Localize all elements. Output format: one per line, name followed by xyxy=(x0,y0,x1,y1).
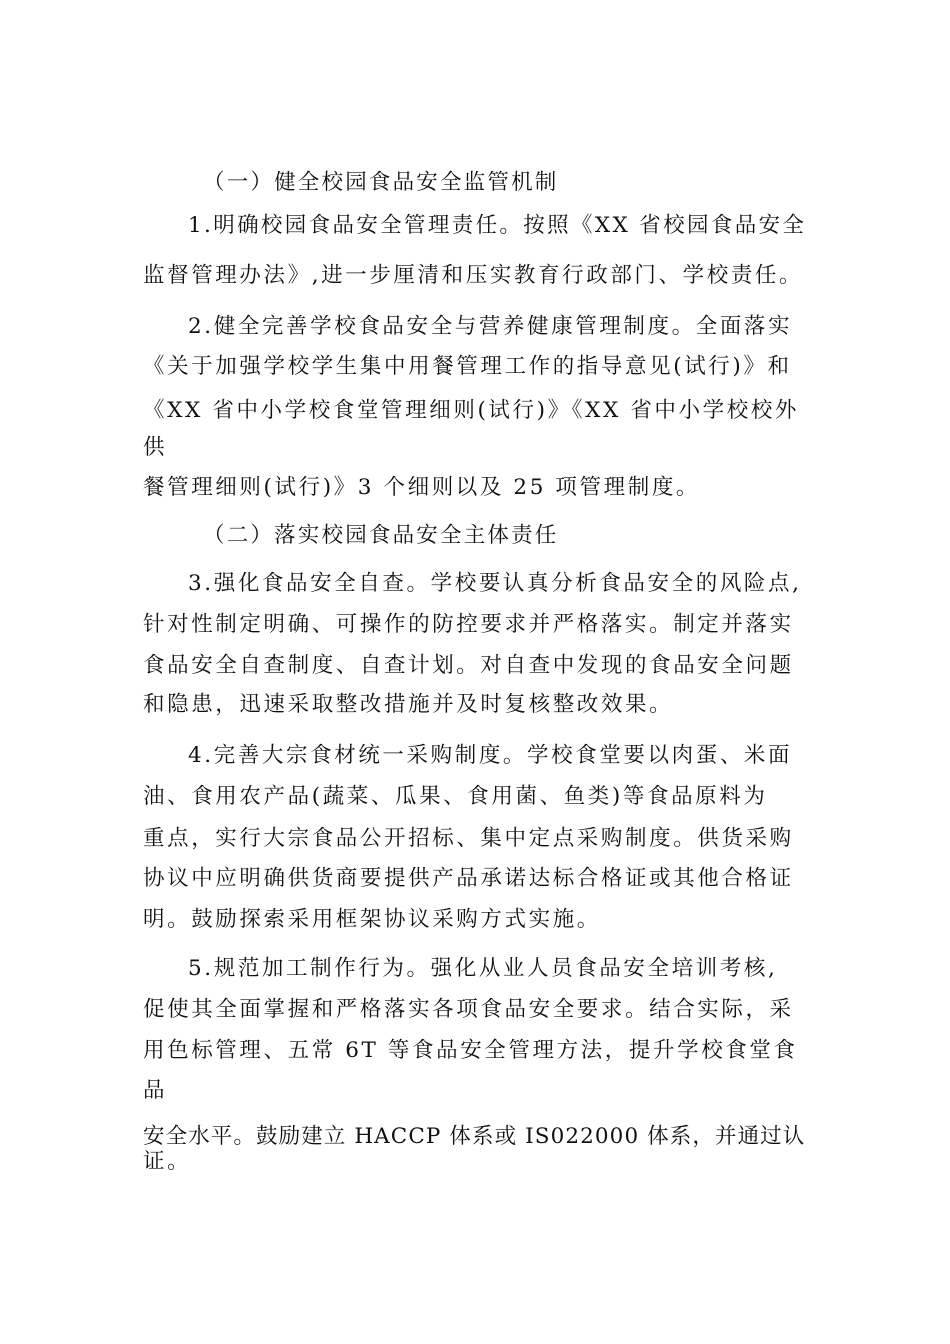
paragraph-2-line-5: 餐管理细则(试行)》3 个细则以及 25 项管理制度。 xyxy=(143,475,701,500)
paragraph-5-line-3: 用色标管理、五常 6T 等食品安全管理方法，提升学校食堂食 xyxy=(143,1038,798,1063)
paragraph-5-line-2: 促使其全面掌握和严格落实各项食品安全要求。结合实际，采 xyxy=(143,997,794,1022)
section-heading-2: （二）落实校园食品安全主体责任 xyxy=(203,523,559,548)
paragraph-5-line-5: 安全水平。鼓励建立 HACCP 体系或 IS022000 体系，并通过认 xyxy=(143,1124,806,1149)
paragraph-3-line-1: 3.强化食品安全自查。学校要认真分析食品安全的风险点, xyxy=(188,571,802,596)
paragraph-4-line-3: 重点，实行大宗食品公开招标、集中定点采购制度。供货采购 xyxy=(143,826,794,851)
paragraph-1-line-1: 1.明确校园食品安全管理责任。按照《XX 省校园食品安全 xyxy=(188,213,807,238)
paragraph-2-line-3: 《XX 省中小学校食堂管理细则(试行)》《XX 省中小学校校外 xyxy=(143,398,800,423)
paragraph-4-line-2: 油、食用农产品(蔬菜、瓜果、食用菌、鱼类)等食品原料为 xyxy=(143,784,768,809)
paragraph-5-line-6: 证。 xyxy=(143,1149,192,1174)
paragraph-5-line-4: 品 xyxy=(143,1078,168,1103)
paragraph-3-line-2: 针对性制定明确、可操作的防控要求并严格落实。制定并落实 xyxy=(143,612,794,637)
paragraph-3-line-3: 食品安全自查制度、自查计划。对自查中发现的食品安全问题 xyxy=(143,653,794,678)
paragraph-4-line-4: 协议中应明确供货商要提供产品承诺达标合格证或其他合格证 xyxy=(143,866,794,891)
paragraph-1-line-2: 监督管理办法》,进一步厘清和压实教育行政部门、学校责任。 xyxy=(143,263,804,288)
paragraph-2-line-1: 2.健全完善学校食品安全与营养健康管理制度。全面落实 xyxy=(188,314,793,339)
paragraph-3-line-4: 和隐患，迅速采取整改措施并及时复核整改效果。 xyxy=(143,692,674,717)
paragraph-4-line-1: 4.完善大宗食材统一采购制度。学校食堂要以肉蛋、米面 xyxy=(188,743,793,768)
paragraph-4-line-5: 明。鼓励探索采用框架协议采购方式实施。 xyxy=(143,907,601,932)
paragraph-5-line-1: 5.规范加工制作行为。强化从业人员食品安全培训考核, xyxy=(188,956,778,981)
paragraph-2-line-2: 《关于加强学校学生集中用餐管理工作的指导意见(试行)》和 xyxy=(143,354,792,379)
paragraph-2-line-4: 供 xyxy=(143,435,168,460)
section-heading-1: （一）健全校园食品安全监管机制 xyxy=(203,170,559,195)
